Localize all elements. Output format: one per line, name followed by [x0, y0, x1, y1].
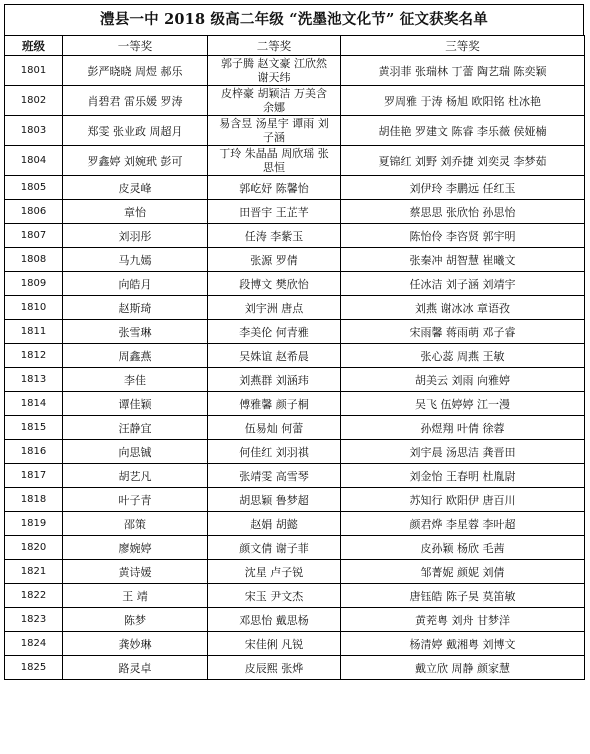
- class-cell: 1805: [5, 176, 63, 200]
- third-prize-cell: 宋雨馨 蒋雨萌 邓子睿: [341, 320, 585, 344]
- first-prize-cell: 王 靖: [63, 584, 208, 608]
- first-prize-cell: 陈梦: [63, 608, 208, 632]
- first-prize-cell: 龚妙琳: [63, 632, 208, 656]
- first-prize-cell: 彭严晓晓 周煜 郝乐: [63, 56, 208, 86]
- table-row: [5, 116, 585, 146]
- third-prize-cell: 杨清婷 戴湘粤 刘博文: [341, 632, 585, 656]
- second-prize-cell: 宋佳俐 凡锐: [208, 632, 341, 656]
- first-prize-cell: 向皓月: [63, 272, 208, 296]
- third-prize-cell: 颜君烨 李星蓉 李叶超: [341, 512, 585, 536]
- first-prize-cell: 邵策: [63, 512, 208, 536]
- third-prize-cell: 戴立欣 周静 颜家慧: [341, 656, 585, 680]
- third-prize-cell: 苏知行 欧阳伊 唐百川: [341, 488, 585, 512]
- class-cell: 1808: [5, 248, 63, 272]
- class-cell: 1821: [5, 560, 63, 584]
- class-cell: 1811: [5, 320, 63, 344]
- first-prize-cell: 张雪琳: [63, 320, 208, 344]
- first-prize-cell: 胡艺凡: [63, 464, 208, 488]
- first-prize-cell: 刘羽彤: [63, 224, 208, 248]
- third-prize-cell: 皮孙颖 杨欣 毛茜: [341, 536, 585, 560]
- class-cell: 1820: [5, 536, 63, 560]
- table-row: [5, 488, 585, 512]
- table-row: [5, 176, 585, 200]
- first-prize-cell: 叶子青: [63, 488, 208, 512]
- class-cell: 1817: [5, 464, 63, 488]
- second-prize-cell: 傅雅馨 颜子桐: [208, 392, 341, 416]
- third-prize-cell: 刘燕 谢冰冰 章语孜: [341, 296, 585, 320]
- award-table: [4, 35, 585, 680]
- class-cell: 1803: [5, 116, 63, 146]
- class-cell: 1816: [5, 440, 63, 464]
- first-prize-cell: 路灵卓: [63, 656, 208, 680]
- second-prize-cell: 宋玉 尹文杰: [208, 584, 341, 608]
- table-row: [5, 512, 585, 536]
- third-prize-cell: 吴飞 伍婷婷 江一漫: [341, 392, 585, 416]
- class-cell: 1824: [5, 632, 63, 656]
- third-prize-cell: 蔡思思 张欣怡 孙思怡: [341, 200, 585, 224]
- table-row: [5, 200, 585, 224]
- second-prize-cell: 丁玲 朱晶晶 周欣瑶 张思恒: [208, 146, 341, 176]
- table-row: [5, 248, 585, 272]
- class-cell: 1819: [5, 512, 63, 536]
- table-row: [5, 608, 585, 632]
- second-prize-cell: 赵娟 胡懿: [208, 512, 341, 536]
- second-prize-cell: 沈星 卢子锐: [208, 560, 341, 584]
- class-cell: 1804: [5, 146, 63, 176]
- table-row: [5, 584, 585, 608]
- sheet-title: 澧县一中 2018 级高二年级 “洗墨池文化节” 征文获奖名单: [4, 4, 584, 35]
- class-cell: 1807: [5, 224, 63, 248]
- third-prize-cell: 陈怡伶 李咨贤 郭宇明: [341, 224, 585, 248]
- table-row: [5, 368, 585, 392]
- second-prize-cell: 刘燕群 刘涵玮: [208, 368, 341, 392]
- first-prize-cell: 汪静宜: [63, 416, 208, 440]
- class-cell: 1825: [5, 656, 63, 680]
- table-row: [5, 536, 585, 560]
- class-cell: 1823: [5, 608, 63, 632]
- class-cell: 1801: [5, 56, 63, 86]
- second-prize-cell: 郭子腾 赵文豪 江欣然 谢天纬: [208, 56, 341, 86]
- second-prize-cell: 刘宇洲 唐点: [208, 296, 341, 320]
- second-prize-cell: 段博文 樊欣怡: [208, 272, 341, 296]
- class-cell: 1802: [5, 86, 63, 116]
- third-prize-cell: 罗周雅 于涛 杨旭 欧阳铭 杜冰艳: [341, 86, 585, 116]
- second-prize-cell: 胡思颖 鲁梦超: [208, 488, 341, 512]
- first-prize-cell: 谭佳颖: [63, 392, 208, 416]
- class-cell: 1810: [5, 296, 63, 320]
- class-cell: 1815: [5, 416, 63, 440]
- second-prize-cell: 田晋宇 王芷芊: [208, 200, 341, 224]
- first-prize-cell: 罗鑫婷 刘婉玳 彭可: [63, 146, 208, 176]
- second-prize-cell: 易含昱 汤星宇 谭雨 刘子涵: [208, 116, 341, 146]
- third-prize-cell: 胡美云 刘雨 向雅婷: [341, 368, 585, 392]
- third-prize-cell: 夏锦红 刘野 刘乔捷 刘奕灵 李梦茹: [341, 146, 585, 176]
- second-prize-cell: 张靖雯 高雪琴: [208, 464, 341, 488]
- table-row: [5, 344, 585, 368]
- award-list-sheet: [4, 4, 584, 680]
- first-prize-cell: 皮灵峰: [63, 176, 208, 200]
- table-row: [5, 224, 585, 248]
- third-prize-cell: 张秦冲 胡智慧 崔曦文: [341, 248, 585, 272]
- header-third-prize: 三等奖: [341, 36, 585, 56]
- table-row: [5, 464, 585, 488]
- table-row: [5, 296, 585, 320]
- class-cell: 1814: [5, 392, 63, 416]
- first-prize-cell: 李佳: [63, 368, 208, 392]
- first-prize-cell: 马九嫣: [63, 248, 208, 272]
- third-prize-cell: 邹菁妮 颜妮 刘倩: [341, 560, 585, 584]
- first-prize-cell: 周鑫燕: [63, 344, 208, 368]
- third-prize-cell: 黄茺粤 刘舟 甘梦洋: [341, 608, 585, 632]
- table-row: [5, 416, 585, 440]
- class-cell: 1809: [5, 272, 63, 296]
- second-prize-cell: 何佳红 刘羽祺: [208, 440, 341, 464]
- class-cell: 1822: [5, 584, 63, 608]
- table-row: [5, 632, 585, 656]
- first-prize-cell: 向思铖: [63, 440, 208, 464]
- second-prize-cell: 吴姝谊 赵希晨: [208, 344, 341, 368]
- second-prize-cell: 皮辰熙 张烨: [208, 656, 341, 680]
- table-row: [5, 392, 585, 416]
- third-prize-cell: 刘宇晨 汤思洁 龚晋田: [341, 440, 585, 464]
- table-row: [5, 146, 585, 176]
- table-row: [5, 86, 585, 116]
- first-prize-cell: 赵斯琦: [63, 296, 208, 320]
- second-prize-cell: 李美伦 何青雅: [208, 320, 341, 344]
- second-prize-cell: 颜文倩 谢子菲: [208, 536, 341, 560]
- class-cell: 1818: [5, 488, 63, 512]
- third-prize-cell: 胡佳艳 罗建文 陈睿 李乐薇 侯娅楠: [341, 116, 585, 146]
- table-row: [5, 56, 585, 86]
- first-prize-cell: 郑雯 张业政 周超月: [63, 116, 208, 146]
- table-row: [5, 656, 585, 680]
- header-row: [5, 36, 585, 56]
- header-first-prize: 一等奖: [63, 36, 208, 56]
- first-prize-cell: 廖婉婷: [63, 536, 208, 560]
- second-prize-cell: 张源 罗倩: [208, 248, 341, 272]
- class-cell: 1813: [5, 368, 63, 392]
- class-cell: 1806: [5, 200, 63, 224]
- header-second-prize: 二等奖: [208, 36, 341, 56]
- first-prize-cell: 黄诗媛: [63, 560, 208, 584]
- third-prize-cell: 黄羽菲 张瑞林 丁蕾 陶艺瑞 陈奕颖: [341, 56, 585, 86]
- table-row: [5, 320, 585, 344]
- third-prize-cell: 唐钰皓 陈子昊 莫笛敏: [341, 584, 585, 608]
- third-prize-cell: 任冰洁 刘子涵 刘靖宇: [341, 272, 585, 296]
- second-prize-cell: 邓思怡 戴思杨: [208, 608, 341, 632]
- class-cell: 1812: [5, 344, 63, 368]
- table-row: [5, 440, 585, 464]
- third-prize-cell: 刘金怡 王春明 杜胤尉: [341, 464, 585, 488]
- third-prize-cell: 刘伊玲 李鹏远 任红玉: [341, 176, 585, 200]
- second-prize-cell: 皮梓豪 胡颖洁 万美含 余娜: [208, 86, 341, 116]
- first-prize-cell: 章怡: [63, 200, 208, 224]
- third-prize-cell: 孙煜翔 叶倩 徐蓉: [341, 416, 585, 440]
- header-class: 班级: [5, 36, 63, 56]
- second-prize-cell: 郭屹妤 陈馨怡: [208, 176, 341, 200]
- second-prize-cell: 任涛 李紫玉: [208, 224, 341, 248]
- table-row: [5, 560, 585, 584]
- second-prize-cell: 伍易灿 何蕾: [208, 416, 341, 440]
- third-prize-cell: 张心蕊 周燕 王敏: [341, 344, 585, 368]
- award-table-body: [5, 56, 585, 680]
- table-row: [5, 272, 585, 296]
- first-prize-cell: 肖碧君 雷乐媛 罗涛: [63, 86, 208, 116]
